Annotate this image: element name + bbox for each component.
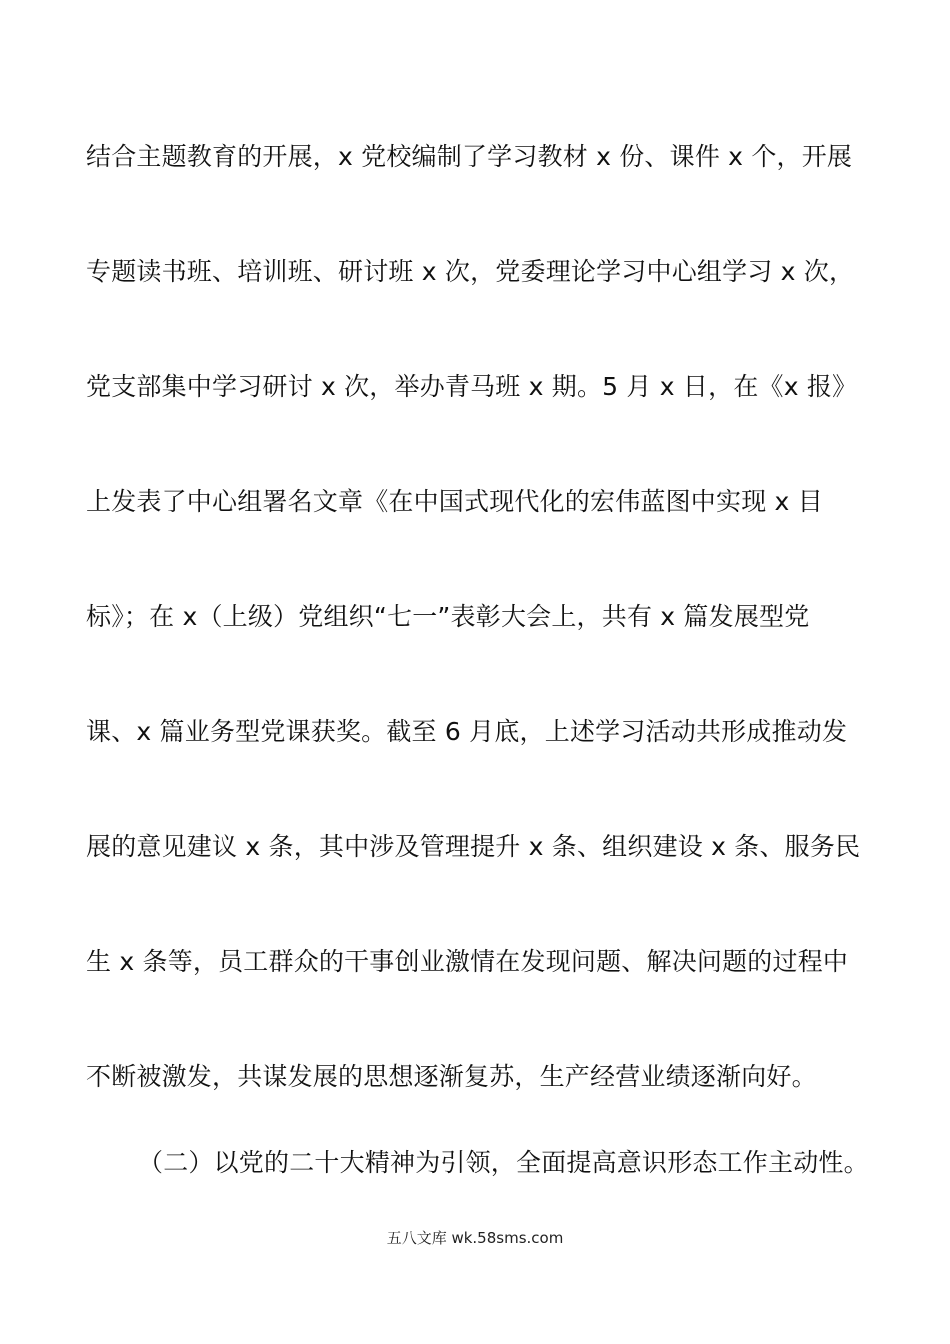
paragraph-line-4: 上发表了中心组署名文章《在中国式现代化的宏伟蓝图中实现 x 目	[86, 487, 823, 516]
paragraph-line-6: 课、x 篇业务型党课获奖。截至 6 月底，上述学习活动共形成推动发	[86, 717, 848, 746]
paragraph-line-3: 党支部集中学习研讨 x 次，举办青马班 x 期。5 月 x 日，在《x 报》	[86, 372, 858, 401]
paragraph-line-5: 标》；在 x（上级）党组织“七一”表彰大会上，共有 x 篇发展型党	[86, 602, 810, 631]
paragraph-line-1: 结合主题教育的开展，x 党校编制了学习教材 x 份、课件 x 个，开展	[86, 142, 853, 171]
paragraph-line-7: 展的意见建议 x 条，其中涉及管理提升 x 条、组织建设 x 条、服务民	[86, 832, 861, 861]
paragraph-line-2: 专题读书班、培训班、研讨班 x 次，党委理论学习中心组学习 x 次，	[86, 257, 855, 286]
paragraph-line-9: 不断被激发，共谋发展的思想逐渐复苏，生产经营业绩逐渐向好。	[86, 1062, 817, 1091]
section-heading: （二）以党的二十大精神为引领，全面提高意识形态工作主动性。	[138, 1148, 869, 1177]
page-footer-source: 五八文库 wk.58sms.com	[386, 1229, 564, 1247]
paragraph-line-8: 生 x 条等，员工群众的干事创业激情在发现问题、解决问题的过程中	[86, 947, 849, 976]
